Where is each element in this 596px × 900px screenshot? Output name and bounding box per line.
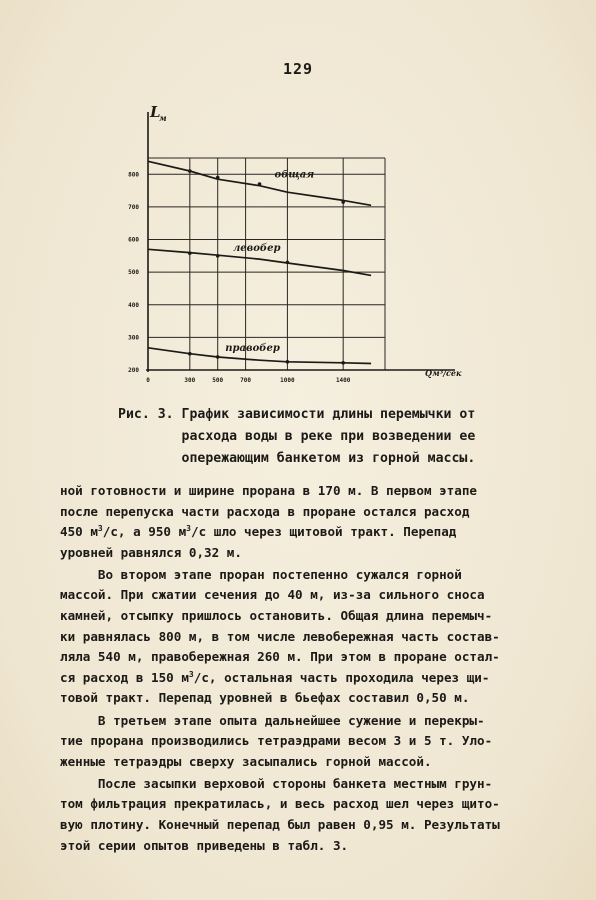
text-line: том фильтрация прекратилась, и весь расход шел через щито-: [60, 796, 500, 812]
data-point: [216, 355, 220, 359]
text-line: ляла 540 м, правобережная 260 м. При этом в проране остал-: [60, 649, 500, 665]
text-line: ся расход в 150 $м^3/с$, остальная часть проходила через щи-: [60, 669, 490, 685]
superscript: 3: [188, 669, 194, 679]
text-line: товой тракт. Перепад уровней в бьефах составил 0,50 м.: [60, 690, 470, 706]
caption-line: Рис. 3. График зависимости длины перемычки от: [118, 407, 476, 422]
chart-labels: [149, 103, 462, 378]
text-line: ки равнялась 800 м, в том числе левобережная часть состав-: [60, 628, 500, 644]
chart-grid: [148, 158, 385, 370]
text-line: тие прорана производились тетраэдрами весом 3 и 5 т. Уло-: [60, 733, 493, 749]
data-point: [341, 361, 345, 365]
text-line: после перепуска части расхода в проране остался расход: [60, 503, 470, 519]
text-line: вую плотину. Конечный перепад был равен 0,95 м. Результаты: [60, 817, 500, 832]
chart-axes: [146, 112, 455, 372]
superscript: 3: [97, 524, 103, 534]
y-axis-label: L: [150, 103, 161, 121]
figure-caption: [118, 404, 508, 470]
data-point: [216, 254, 220, 258]
y-tick-label: 700: [128, 203, 139, 211]
data-point: [188, 352, 192, 356]
y-tick-label: 400: [128, 301, 139, 309]
y-tick-label: 200: [128, 367, 139, 374]
superscript: 3: [186, 524, 191, 534]
text-line: этой серии опытов приведены в табл. 3.: [60, 837, 349, 853]
x-tick-label: 500: [212, 377, 224, 384]
text-line: уровней равнялся 0,32 м.: [60, 544, 242, 560]
length-vs-discharge-chart: [0, 0, 596, 400]
page-number: 129: [282, 60, 314, 78]
data-point: [216, 176, 220, 180]
y-axis-unit: м: [159, 113, 167, 123]
y-tick-label: 500: [128, 269, 139, 277]
body-text: [60, 481, 540, 856]
chart-series: [148, 161, 371, 364]
x-tick-label: 700: [240, 377, 252, 384]
x-tick-label: 1400: [335, 377, 351, 384]
y-tick-label: 600: [128, 236, 139, 244]
y-tick-label: 300: [128, 334, 139, 342]
caption-line: опережающим банкетом из горной массы.: [118, 451, 476, 466]
x-tick-label: 0: [146, 377, 150, 384]
text-line: Во втором этапе проран постепенно сужался горной: [60, 566, 462, 582]
series-label: левобер: [232, 242, 281, 254]
text-line: После засыпки верховой стороны банкета местным грун-: [60, 775, 493, 791]
data-point: [188, 251, 192, 255]
x-axis-label: Qм³/сек: [425, 368, 462, 378]
caption-line: расхода воды в реке при возведении ее: [118, 429, 476, 444]
data-point: [286, 360, 290, 364]
text-line: камней, отсыпку пришлось остановить. Общая длина перемыч-: [60, 608, 493, 624]
series-label: общая: [274, 169, 315, 181]
data-point: [286, 261, 290, 265]
text-line: массой. При сжатии сечения до 40 м, из-за сильного сноса: [60, 587, 485, 603]
text-line: женные тетраэдры сверху засыпались горной массой.: [60, 753, 432, 769]
x-tick-label: 1000: [280, 377, 295, 384]
text-line: 450 $м^3/с$, а 950 $м^3/с$ шло через щитовой тракт. Перепад: [60, 524, 457, 540]
data-point: [341, 200, 345, 204]
series-label: правобер: [225, 343, 280, 355]
x-tick-label: 300: [184, 377, 196, 384]
data-point: [188, 169, 192, 173]
text-line: В третьем этапе опыта дальнейшее сужение и перекры-: [60, 712, 485, 728]
text-line: ной готовности и ширине прорана в 170 м. В первом этапе: [60, 483, 478, 498]
y-tick-label: 800: [128, 171, 139, 179]
data-point: [258, 182, 262, 186]
